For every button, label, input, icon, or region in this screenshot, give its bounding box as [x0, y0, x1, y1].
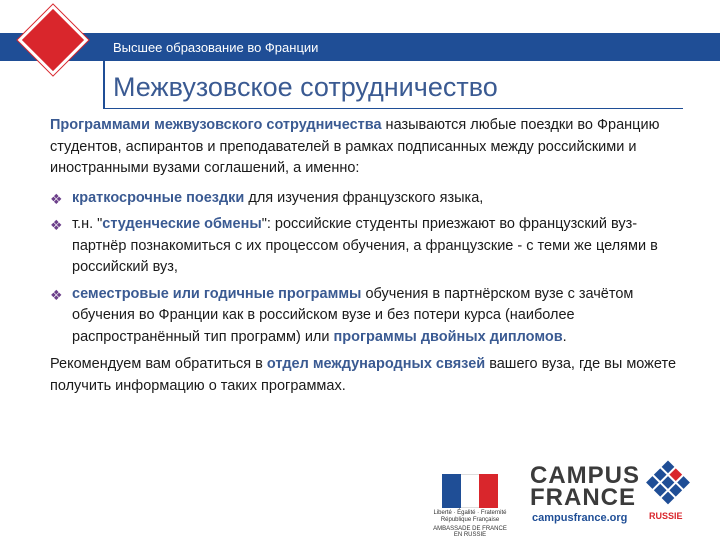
bullet-highlight: студенческие обмены: [102, 216, 262, 232]
logo-word-campus: CAMPUS: [530, 462, 641, 489]
campus-france-logo: [530, 460, 710, 536]
title-divider: [103, 108, 683, 109]
french-flag-icon: [442, 474, 498, 508]
embassy-name-line2: EN RUSSIE: [453, 532, 487, 538]
international-office-link: отдел международных связей: [266, 356, 486, 372]
bullet-item: [50, 214, 690, 279]
bullet-list: [50, 188, 690, 349]
recommendation-text: вашего вуза, где вы можете получить информацию о таких программах.: [50, 356, 677, 394]
bullet-item: [50, 188, 690, 210]
page-title: Межвузовское сотрудничество: [113, 72, 498, 102]
diamond-bullet-icon: ❖: [50, 286, 63, 303]
diamond-pattern-icon: [636, 460, 700, 514]
bullet-highlight: программы двойных дипломов: [333, 328, 563, 345]
bullet-text: т.н. ": [72, 216, 103, 232]
bullet-item: [50, 284, 690, 349]
diamond-logo-icon: [18, 5, 89, 76]
bullet-text: ": российские студенты приезжают во французский вуз-партнёр познакомиться с их процессом обучения, а французские - с теми же целями в российский вуз,: [72, 216, 658, 275]
bullet-highlight: семестровые или годичные программы: [72, 285, 362, 302]
embassy-motto: Liberté · Égalité · Fraternité: [433, 510, 507, 516]
recommendation-text: Рекомендуем вам обратиться в: [50, 356, 267, 372]
diamond-bullet-icon: ❖: [50, 190, 63, 207]
vertical-divider: [103, 40, 105, 108]
embassy-logo: [428, 470, 512, 538]
embassy-name-line1: AMBASSADE DE FRANCE: [433, 526, 507, 532]
header-subtitle: Высшее образование во Франции: [113, 40, 319, 55]
intro-paragraph: [50, 115, 690, 180]
bullet-highlight: краткосрочные поездки: [72, 189, 245, 206]
bullet-text: .: [562, 328, 567, 345]
bullet-text: для изучения французского языка,: [244, 189, 484, 206]
logo-word-france: FRANCE: [530, 484, 636, 511]
embassy-republic: République Française: [440, 517, 500, 523]
header-bar: [0, 33, 720, 61]
logo-country: RUSSIE: [649, 511, 683, 521]
slide-content: [50, 115, 690, 412]
intro-term: Программами межвузовского сотрудничества: [50, 117, 382, 133]
intro-text: называются любые поездки во Францию студентов, аспирантов и преподавателей в рамках подписанных между российскими и иностранными вузами соглашений, а именно:: [50, 117, 660, 176]
diamond-bullet-icon: ❖: [50, 217, 63, 233]
recommendation-paragraph: [50, 354, 690, 397]
bullet-text: обучения в партнёрском вузе с зачётом обучения во Франции как в российском вузе и без потери курса (наиболее распространённый тип программ) или: [72, 285, 634, 345]
logo-url: campusfrance.org: [532, 512, 628, 524]
